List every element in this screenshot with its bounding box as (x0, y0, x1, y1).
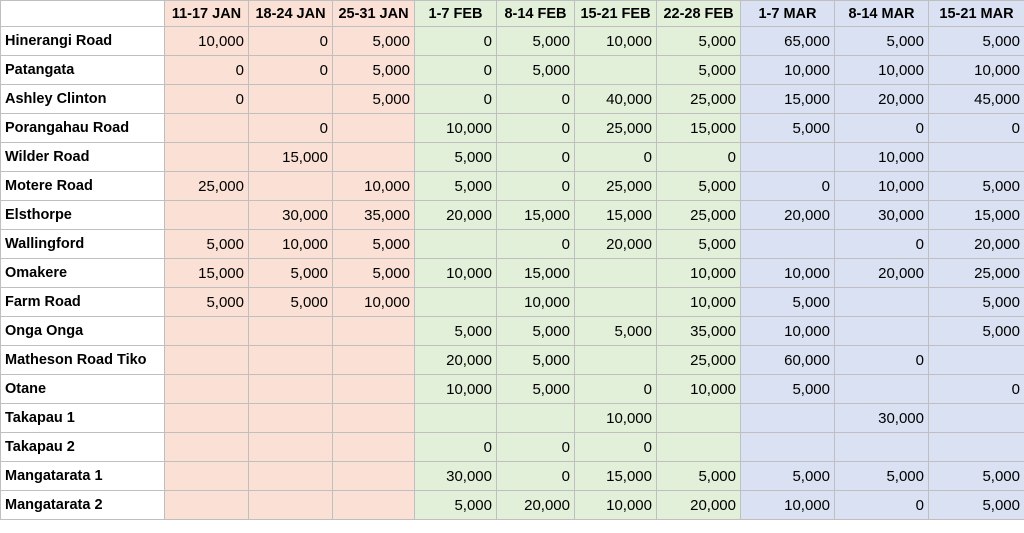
data-cell[interactable]: 0 (497, 85, 575, 114)
data-cell[interactable]: 10,000 (657, 288, 741, 317)
data-cell[interactable] (741, 143, 835, 172)
data-cell[interactable]: 15,000 (929, 201, 1024, 230)
table-row (1, 143, 1024, 172)
data-cell[interactable] (249, 317, 333, 346)
data-cell[interactable]: 20,000 (741, 201, 835, 230)
data-cell[interactable]: 5,000 (741, 288, 835, 317)
row-label-cell[interactable]: Otane (1, 375, 165, 404)
data-cell[interactable]: 5,000 (333, 259, 415, 288)
data-cell[interactable] (249, 85, 333, 114)
column-header[interactable]: 22-28 FEB (657, 1, 741, 27)
row-label-cell[interactable]: Takapau 2 (1, 433, 165, 462)
table-row (1, 27, 1024, 56)
data-cell[interactable]: 5,000 (741, 114, 835, 143)
data-cell[interactable] (741, 230, 835, 259)
data-cell[interactable]: 10,000 (657, 259, 741, 288)
data-cell[interactable]: 0 (497, 433, 575, 462)
data-cell[interactable]: 0 (835, 230, 929, 259)
row-label-cell[interactable]: Mangatarata 2 (1, 491, 165, 520)
row-label-cell[interactable]: Wilder Road (1, 143, 165, 172)
data-cell[interactable] (415, 288, 497, 317)
data-cell[interactable]: 5,000 (657, 56, 741, 85)
data-cell[interactable]: 10,000 (333, 172, 415, 201)
column-header[interactable]: 18-24 JAN (249, 1, 333, 27)
data-cell[interactable] (333, 462, 415, 491)
data-cell[interactable]: 20,000 (929, 230, 1024, 259)
table-row (1, 404, 1024, 433)
data-cell[interactable]: 0 (929, 114, 1024, 143)
data-cell[interactable]: 5,000 (929, 172, 1024, 201)
row-label-cell[interactable]: Hinerangi Road (1, 27, 165, 56)
column-header[interactable]: 1-7 FEB (415, 1, 497, 27)
data-cell[interactable]: 15,000 (497, 201, 575, 230)
data-cell[interactable]: 5,000 (657, 462, 741, 491)
data-cell[interactable] (333, 346, 415, 375)
table-body (1, 27, 1024, 520)
data-cell[interactable]: 30,000 (415, 462, 497, 491)
data-cell[interactable]: 15,000 (741, 85, 835, 114)
data-cell[interactable]: 25,000 (575, 114, 657, 143)
data-cell[interactable] (165, 462, 249, 491)
row-label-cell[interactable]: Elsthorpe (1, 201, 165, 230)
data-cell[interactable] (333, 114, 415, 143)
data-cell[interactable] (165, 433, 249, 462)
data-cell[interactable]: 10,000 (415, 375, 497, 404)
row-label-cell[interactable]: Motere Road (1, 172, 165, 201)
data-cell[interactable] (741, 404, 835, 433)
data-cell[interactable] (165, 491, 249, 520)
data-cell[interactable] (249, 346, 333, 375)
table-row (1, 491, 1024, 520)
data-cell[interactable]: 10,000 (657, 375, 741, 404)
data-cell[interactable]: 15,000 (249, 143, 333, 172)
data-cell[interactable]: 5,000 (657, 27, 741, 56)
data-cell[interactable]: 5,000 (415, 491, 497, 520)
data-cell[interactable]: 5,000 (497, 56, 575, 85)
data-cell[interactable] (165, 143, 249, 172)
data-cell[interactable]: 30,000 (249, 201, 333, 230)
data-cell[interactable]: 5,000 (929, 27, 1024, 56)
data-cell[interactable]: 0 (249, 114, 333, 143)
data-cell[interactable]: 10,000 (415, 114, 497, 143)
data-cell[interactable] (333, 317, 415, 346)
data-cell[interactable]: 0 (165, 85, 249, 114)
data-cell[interactable]: 25,000 (165, 172, 249, 201)
data-cell[interactable]: 10,000 (835, 143, 929, 172)
column-header[interactable]: 11-17 JAN (165, 1, 249, 27)
data-cell[interactable] (165, 114, 249, 143)
data-cell[interactable]: 5,000 (929, 317, 1024, 346)
data-cell[interactable]: 5,000 (415, 143, 497, 172)
data-cell[interactable]: 10,000 (415, 259, 497, 288)
data-cell[interactable]: 20,000 (835, 259, 929, 288)
data-cell[interactable]: 0 (165, 56, 249, 85)
data-cell[interactable]: 5,000 (415, 317, 497, 346)
data-cell[interactable]: 20,000 (835, 85, 929, 114)
data-cell[interactable]: 20,000 (657, 491, 741, 520)
data-cell[interactable]: 5,000 (929, 462, 1024, 491)
data-cell[interactable] (929, 346, 1024, 375)
data-cell[interactable]: 0 (249, 27, 333, 56)
data-cell[interactable] (165, 201, 249, 230)
row-label-cell[interactable]: Mangatarata 1 (1, 462, 165, 491)
data-cell[interactable]: 20,000 (415, 201, 497, 230)
data-cell[interactable]: 5,000 (333, 230, 415, 259)
table-row (1, 259, 1024, 288)
data-cell[interactable] (249, 172, 333, 201)
table-row (1, 85, 1024, 114)
data-cell[interactable]: 0 (575, 375, 657, 404)
corner-cell[interactable] (1, 1, 165, 27)
data-cell[interactable] (165, 375, 249, 404)
data-cell[interactable]: 0 (497, 462, 575, 491)
data-cell[interactable]: 0 (741, 172, 835, 201)
data-cell[interactable]: 10,000 (741, 56, 835, 85)
row-label-cell[interactable]: Matheson Road Tiko (1, 346, 165, 375)
data-cell[interactable]: 0 (249, 56, 333, 85)
data-cell[interactable]: 5,000 (333, 56, 415, 85)
data-cell[interactable] (657, 433, 741, 462)
data-cell[interactable]: 10,000 (497, 288, 575, 317)
data-cell[interactable]: 35,000 (657, 317, 741, 346)
table-row (1, 433, 1024, 462)
data-cell[interactable]: 5,000 (497, 27, 575, 56)
data-cell[interactable] (575, 346, 657, 375)
data-cell[interactable]: 5,000 (249, 259, 333, 288)
data-cell[interactable]: 5,000 (497, 375, 575, 404)
data-cell[interactable]: 5,000 (835, 462, 929, 491)
data-cell[interactable]: 40,000 (575, 85, 657, 114)
data-cell[interactable] (835, 317, 929, 346)
data-cell[interactable]: 15,000 (657, 114, 741, 143)
data-cell[interactable] (575, 288, 657, 317)
column-header[interactable]: 8-14 MAR (835, 1, 929, 27)
data-cell[interactable]: 0 (497, 114, 575, 143)
data-cell[interactable] (333, 375, 415, 404)
data-cell[interactable] (835, 288, 929, 317)
data-cell[interactable]: 0 (575, 143, 657, 172)
data-cell[interactable]: 10,000 (575, 27, 657, 56)
column-header[interactable]: 8-14 FEB (497, 1, 575, 27)
data-cell[interactable] (333, 404, 415, 433)
table-row (1, 172, 1024, 201)
data-cell[interactable] (575, 56, 657, 85)
data-cell[interactable]: 5,000 (835, 27, 929, 56)
data-cell[interactable]: 5,000 (741, 462, 835, 491)
data-cell[interactable] (165, 404, 249, 433)
data-cell[interactable]: 0 (497, 143, 575, 172)
data-cell[interactable]: 10,000 (741, 491, 835, 520)
data-cell[interactable]: 5,000 (575, 317, 657, 346)
data-cell[interactable]: 0 (835, 491, 929, 520)
data-cell[interactable]: 10,000 (929, 56, 1024, 85)
data-cell[interactable] (249, 433, 333, 462)
data-cell[interactable]: 20,000 (415, 346, 497, 375)
data-cell[interactable]: 5,000 (741, 375, 835, 404)
data-cell[interactable]: 60,000 (741, 346, 835, 375)
table-row (1, 317, 1024, 346)
data-cell[interactable]: 5,000 (497, 317, 575, 346)
data-cell[interactable]: 0 (929, 375, 1024, 404)
data-cell[interactable]: 0 (415, 56, 497, 85)
row-label-cell[interactable]: Ashley Clinton (1, 85, 165, 114)
data-cell[interactable]: 45,000 (929, 85, 1024, 114)
data-cell[interactable]: 25,000 (657, 201, 741, 230)
data-cell[interactable]: 0 (497, 172, 575, 201)
data-cell[interactable]: 20,000 (575, 230, 657, 259)
column-header[interactable]: 15-21 MAR (929, 1, 1024, 27)
data-cell[interactable]: 10,000 (333, 288, 415, 317)
table-row (1, 56, 1024, 85)
data-cell[interactable]: 10,000 (741, 259, 835, 288)
table-row (1, 375, 1024, 404)
row-label-cell[interactable]: Porangahau Road (1, 114, 165, 143)
data-cell[interactable]: 0 (835, 114, 929, 143)
data-cell[interactable]: 20,000 (497, 491, 575, 520)
data-cell[interactable]: 30,000 (835, 201, 929, 230)
column-header[interactable]: 1-7 MAR (741, 1, 835, 27)
data-cell[interactable] (497, 404, 575, 433)
data-cell[interactable]: 5,000 (333, 85, 415, 114)
data-cell[interactable]: 35,000 (333, 201, 415, 230)
data-cell[interactable] (835, 433, 929, 462)
column-header[interactable]: 15-21 FEB (575, 1, 657, 27)
table-row (1, 201, 1024, 230)
data-cell[interactable] (741, 433, 835, 462)
header-row (1, 1, 1024, 27)
data-cell[interactable]: 25,000 (657, 346, 741, 375)
data-cell[interactable] (249, 462, 333, 491)
table-row (1, 462, 1024, 491)
data-cell[interactable] (333, 491, 415, 520)
data-cell[interactable]: 5,000 (165, 230, 249, 259)
data-cell[interactable] (929, 143, 1024, 172)
row-label-cell[interactable]: Patangata (1, 56, 165, 85)
table-row (1, 114, 1024, 143)
data-cell[interactable]: 10,000 (165, 27, 249, 56)
row-label-cell[interactable]: Farm Road (1, 288, 165, 317)
data-cell[interactable]: 10,000 (249, 230, 333, 259)
data-cell[interactable]: 10,000 (575, 491, 657, 520)
row-label-cell[interactable]: Wallingford (1, 230, 165, 259)
column-header[interactable]: 25-31 JAN (333, 1, 415, 27)
data-cell[interactable]: 10,000 (835, 56, 929, 85)
table-row (1, 230, 1024, 259)
data-cell[interactable]: 5,000 (657, 172, 741, 201)
data-cell[interactable] (415, 404, 497, 433)
data-cell[interactable]: 10,000 (741, 317, 835, 346)
data-cell[interactable]: 0 (657, 143, 741, 172)
data-cell[interactable]: 0 (497, 230, 575, 259)
table-row (1, 346, 1024, 375)
data-cell[interactable]: 5,000 (929, 491, 1024, 520)
data-cell[interactable]: 5,000 (497, 346, 575, 375)
data-cell[interactable] (657, 404, 741, 433)
row-label-cell[interactable]: Omakere (1, 259, 165, 288)
data-cell[interactable]: 5,000 (165, 288, 249, 317)
data-cell[interactable]: 5,000 (333, 27, 415, 56)
data-cell[interactable] (249, 491, 333, 520)
data-cell[interactable]: 10,000 (835, 172, 929, 201)
data-cell[interactable] (333, 433, 415, 462)
data-cell[interactable]: 15,000 (497, 259, 575, 288)
data-cell[interactable]: 0 (415, 85, 497, 114)
data-cell[interactable]: 15,000 (575, 201, 657, 230)
data-cell[interactable] (165, 346, 249, 375)
data-cell[interactable] (929, 404, 1024, 433)
data-cell[interactable]: 65,000 (741, 27, 835, 56)
data-cell[interactable]: 30,000 (835, 404, 929, 433)
data-cell[interactable]: 15,000 (575, 462, 657, 491)
data-cell[interactable] (835, 375, 929, 404)
data-cell[interactable] (575, 259, 657, 288)
data-cell[interactable]: 25,000 (657, 85, 741, 114)
row-label-cell[interactable]: Takapau 1 (1, 404, 165, 433)
data-cell[interactable]: 0 (415, 27, 497, 56)
data-cell[interactable]: 5,000 (657, 230, 741, 259)
data-cell[interactable]: 15,000 (165, 259, 249, 288)
data-cell[interactable]: 5,000 (929, 288, 1024, 317)
row-label-cell[interactable]: Onga Onga (1, 317, 165, 346)
data-cell[interactable]: 5,000 (249, 288, 333, 317)
data-cell[interactable]: 0 (835, 346, 929, 375)
data-cell[interactable]: 25,000 (575, 172, 657, 201)
data-cell[interactable]: 25,000 (929, 259, 1024, 288)
table-row (1, 288, 1024, 317)
data-cell[interactable] (165, 317, 249, 346)
data-cell[interactable]: 0 (575, 433, 657, 462)
data-cell[interactable] (929, 433, 1024, 462)
data-cell[interactable] (249, 375, 333, 404)
data-cell[interactable] (333, 143, 415, 172)
data-cell[interactable]: 0 (415, 433, 497, 462)
data-cell[interactable]: 10,000 (575, 404, 657, 433)
data-cell[interactable] (249, 404, 333, 433)
data-cell[interactable]: 5,000 (415, 172, 497, 201)
data-cell[interactable] (415, 230, 497, 259)
